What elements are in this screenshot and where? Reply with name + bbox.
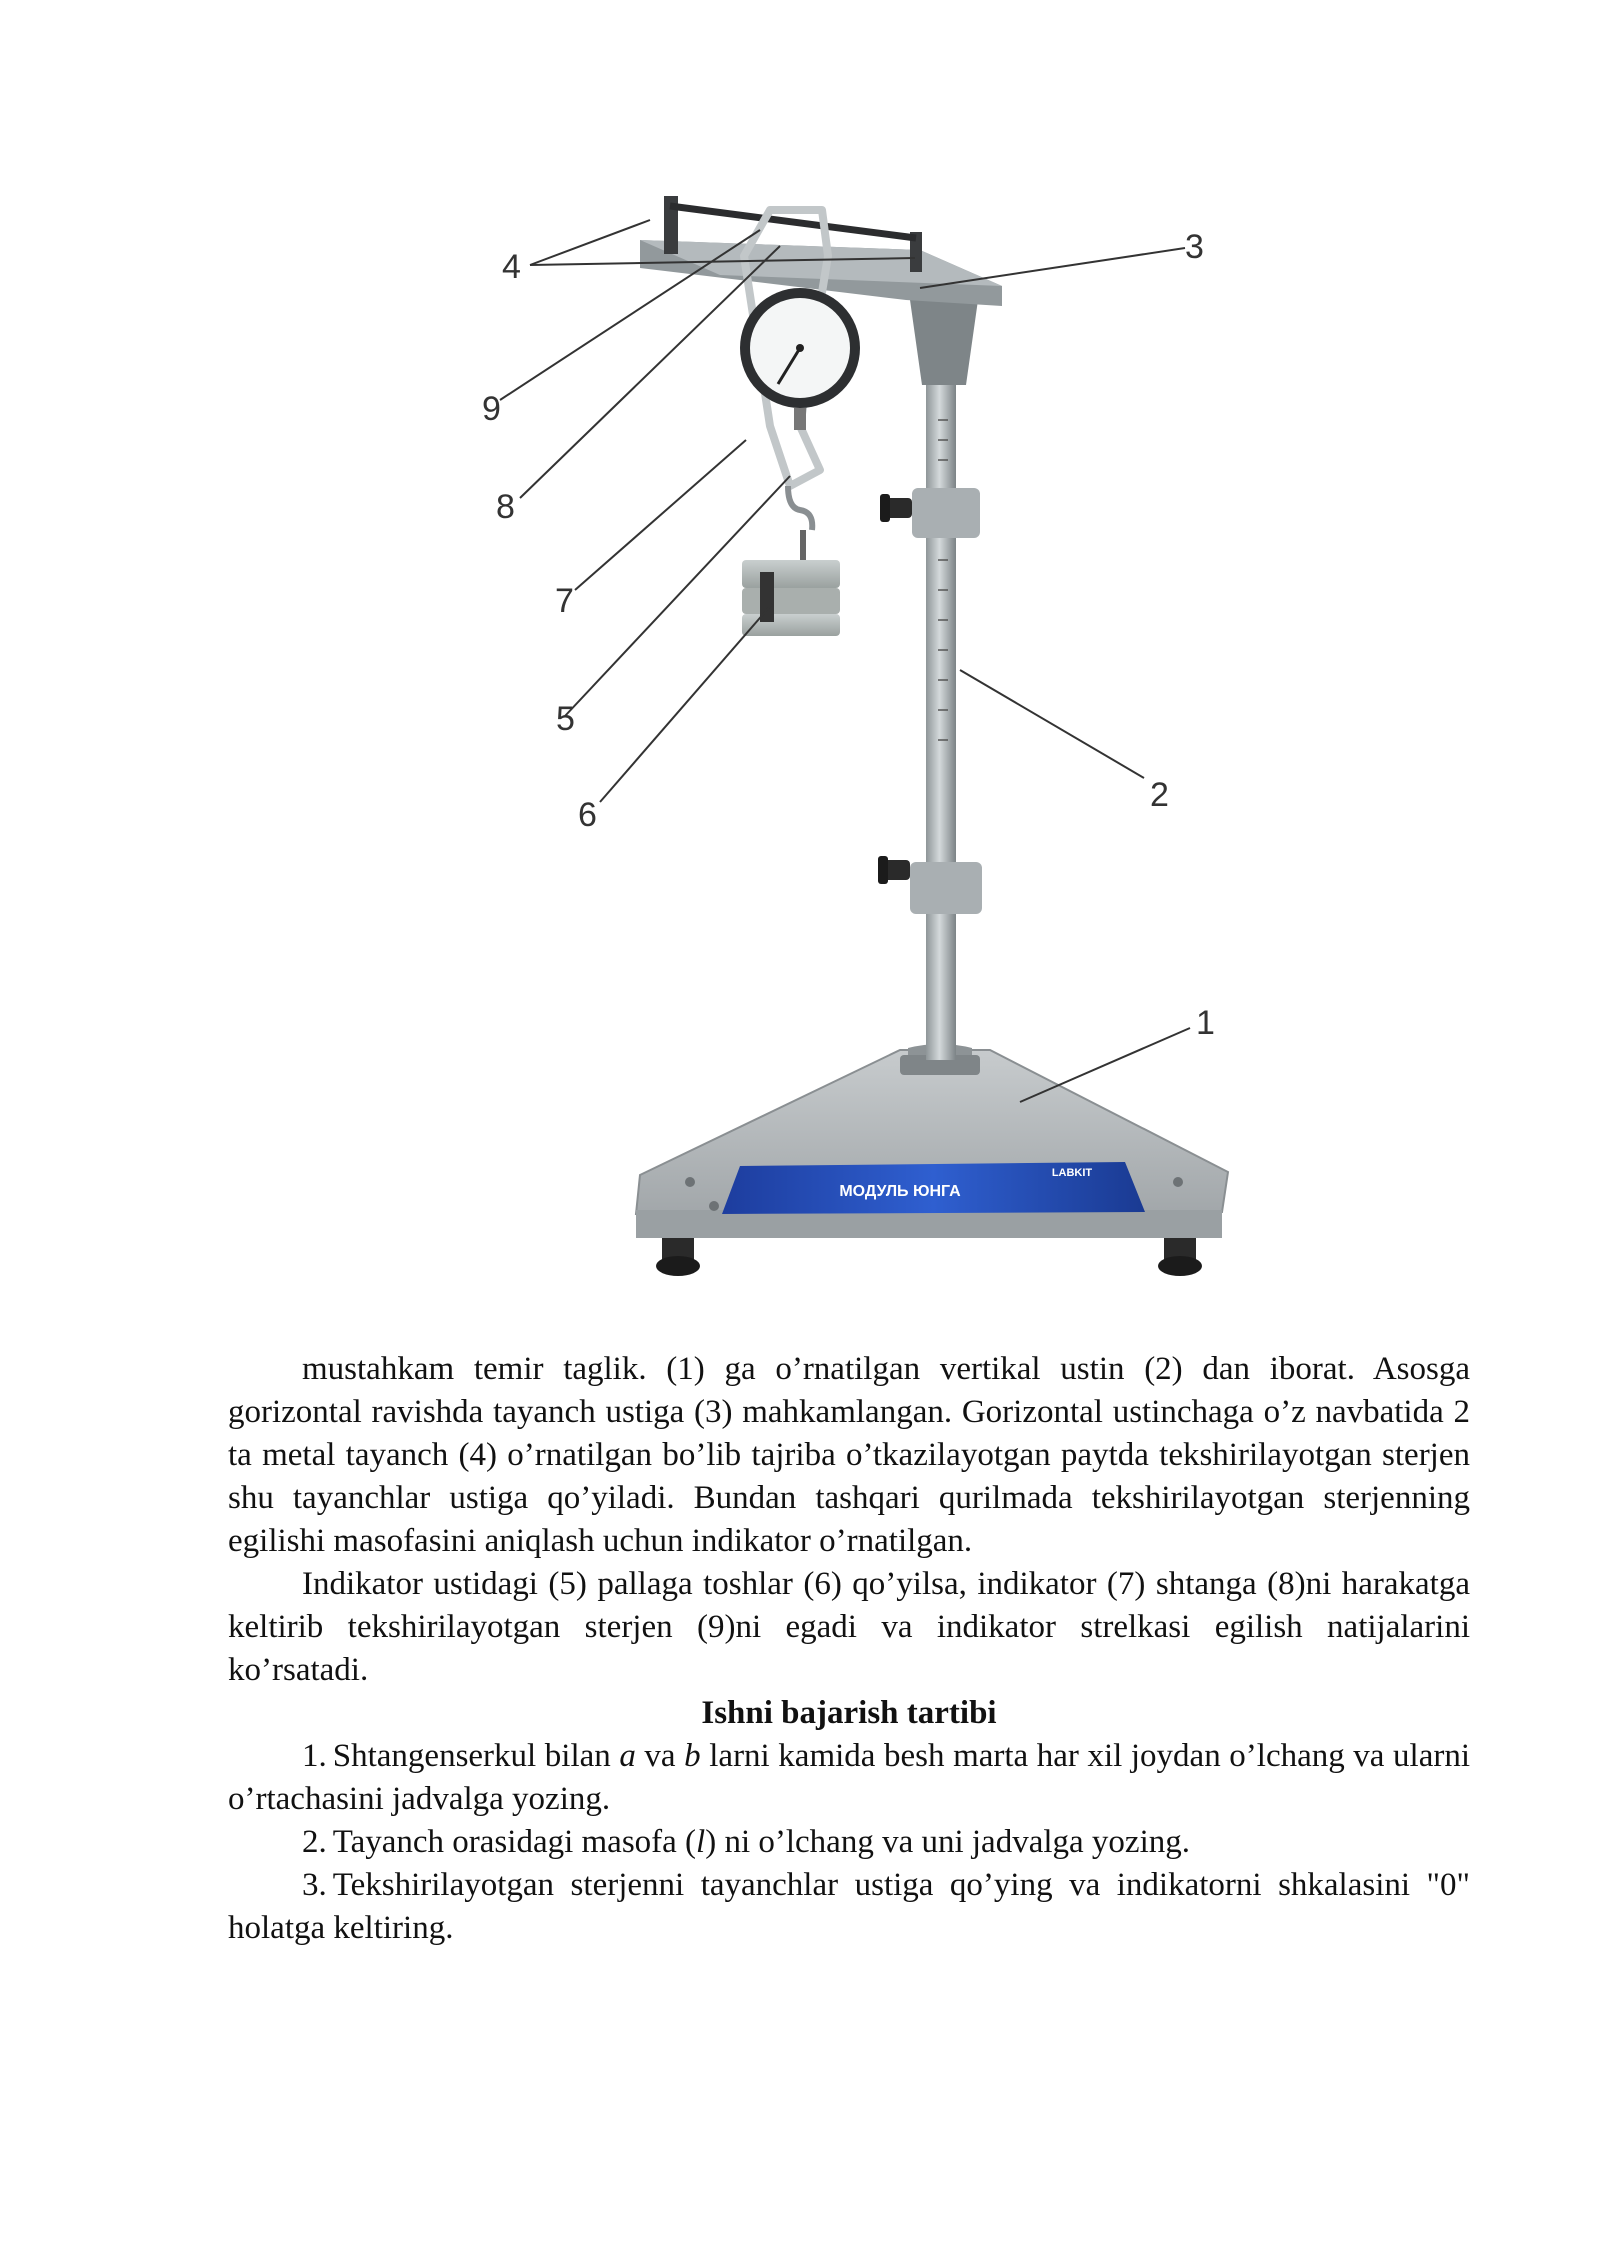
step-3-number: 3. — [302, 1867, 327, 1903]
callout-5: 5 — [556, 700, 575, 738]
lower-clamp — [878, 856, 982, 914]
top-collar — [910, 300, 978, 385]
base-plate — [636, 1050, 1228, 1276]
callout-7: 7 — [555, 582, 574, 620]
step-1-var-a: a — [619, 1738, 636, 1774]
callout-9: 9 — [482, 390, 501, 428]
step-2-var-l: l — [696, 1824, 706, 1860]
step-3 — [228, 1864, 1470, 1950]
hook — [788, 486, 812, 530]
step-1-text-mid: va — [635, 1738, 685, 1774]
banner-brand: LABKIT — [1051, 1167, 1093, 1179]
step-2-text-before: Tayanch orasidagi masofa ( — [332, 1824, 697, 1860]
model-banner — [722, 1162, 1145, 1214]
step-2-text-after: ) ni o’lchang va uni jadvalga yozing. — [705, 1824, 1190, 1860]
step-2 — [228, 1821, 1470, 1864]
callout-2: 2 — [1150, 776, 1169, 814]
callout-1: 1 — [1196, 1004, 1215, 1042]
callout-6: 6 — [578, 796, 597, 834]
callout-3: 3 — [1185, 228, 1204, 266]
upper-clamp — [880, 488, 980, 538]
step-1-number: 1. — [302, 1738, 327, 1774]
step-1-text-before: Shtangenserkul bilan — [332, 1738, 620, 1774]
section-heading: Ishni bajarish tartibi — [701, 1695, 997, 1731]
callout-4: 4 — [502, 248, 521, 286]
step-1-text-after: larni kamida besh marta har xil joydan o’lchang va ularni o’rtachasini jadvalga yozing. — [228, 1738, 1471, 1817]
step-1 — [228, 1735, 1470, 1821]
document-body — [228, 1348, 1470, 1950]
paragraph-2: Indikator ustidagi (5) pallaga toshlar (6) qo’yilsa, indikator (7) shtanga (8)ni harakatga keltirib tekshirilayotgan sterjen (9)ni egadi va indikator strelkasi egilish natijalarini ko’rsatadi. — [228, 1566, 1470, 1688]
step-3-text: Tekshirilayotgan sterjenni tayanchlar ustiga qo’ying va indikatorni shkalasini "0" holatga keltiring. — [228, 1867, 1470, 1946]
dial-indicator — [740, 288, 860, 430]
step-2-number: 2. — [302, 1824, 327, 1860]
step-1-var-b: b — [684, 1738, 701, 1774]
paragraph-1: mustahkam temir taglik. (1) ga o’rnatilgan vertikal ustin (2) dan iborat. Asosga gorizontal ravishda tayanch ustiga (3) mahkamlangan. Gorizontal ustinchaga o’z navbatida 2 ta metal tayanch (4) o’rnatilgan bo’lib tajriba o’tkazilayotgan paytda tekshirilayotgan sterjen shu tayanchlar ustiga qo’yiladi. Bundan tashqari qurilmada tekshirilayotgan sterjenning egilishi masofasini aniqlash uchun indikator o’rnatilgan. — [228, 1351, 1470, 1559]
banner-title: МОДУЛЬ ЮНГА — [839, 1183, 961, 1200]
callout-8: 8 — [496, 488, 515, 526]
